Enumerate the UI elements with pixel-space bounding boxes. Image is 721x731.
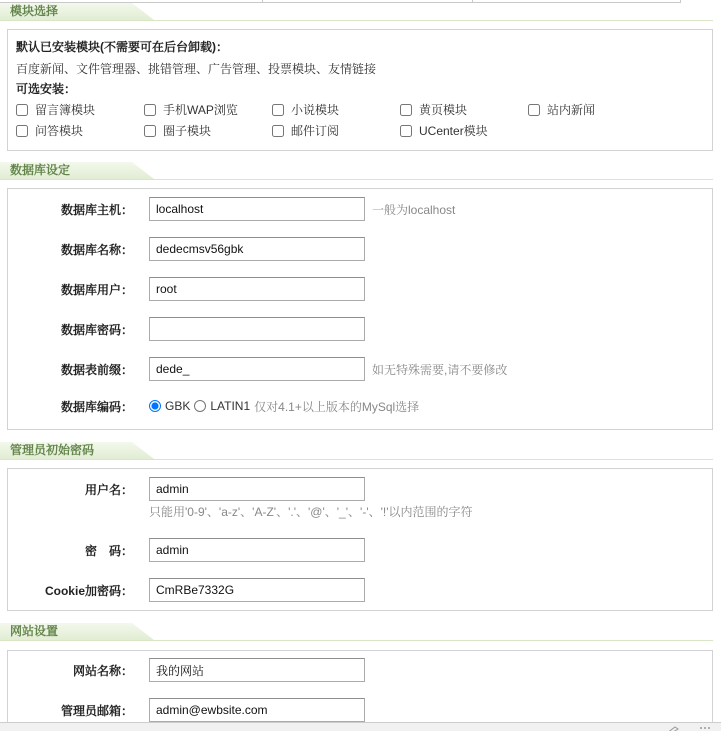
site-name-input[interactable] xyxy=(149,658,365,682)
charset-option-label: LATIN1 xyxy=(210,399,251,413)
module-checkbox-sitenews[interactable] xyxy=(528,104,540,116)
cookie-key-input[interactable] xyxy=(149,578,365,602)
table-cell-divider xyxy=(472,0,473,2)
db-user-row xyxy=(8,277,365,301)
db-host-row xyxy=(8,197,455,221)
section-title: 数据库设定 xyxy=(10,163,71,177)
admin-username-row xyxy=(8,477,365,501)
module-checkbox-ask[interactable] xyxy=(16,125,28,137)
module-label: 问答模块 xyxy=(35,124,84,138)
db-charset-label: 数据库编码： xyxy=(60,399,133,414)
db-name-row xyxy=(8,237,365,261)
module-label: 圈子模块 xyxy=(163,124,212,138)
db-prefix-label: 数据表前缀： xyxy=(60,362,133,377)
admin-username-hint: 只能用'0-9'、'a-z'、'A-Z'、'.'、'@'、'_'、'-'、'!'以内范围的字符 xyxy=(149,505,473,519)
charset-radio-latin1[interactable] xyxy=(194,400,206,412)
section-title: 管理员初始密码 xyxy=(10,443,95,457)
db-name-label: 数据库名称： xyxy=(60,242,133,257)
module-label: 留言簿模块 xyxy=(35,103,96,117)
db-prefix-hint: 如无特殊需要,请不要修改 xyxy=(372,362,508,377)
db-password-row xyxy=(8,317,365,341)
module-option xyxy=(528,102,656,118)
section-title: 网站设置 xyxy=(10,624,59,638)
module-option xyxy=(400,123,528,139)
module-checkbox-yellowpages[interactable] xyxy=(400,104,412,116)
module-checkbox-guestbook[interactable] xyxy=(16,104,28,116)
module-option xyxy=(144,123,272,139)
pen-icon[interactable] xyxy=(666,723,680,731)
default-modules-list: 百度新闻、文件管理器、挑错管理、广告管理、投票模块、友情链接 xyxy=(16,62,377,76)
admin-password-row xyxy=(8,538,365,562)
module-option xyxy=(272,102,400,118)
optional-modules-row xyxy=(16,123,528,139)
optional-modules-heading: 可选安装： xyxy=(16,82,77,96)
db-host-label: 数据库主机： xyxy=(60,202,133,217)
default-modules-heading: 默认已安装模块(不需要可在后台卸载)： xyxy=(16,40,228,54)
admin-username-label: 用户名： xyxy=(84,482,133,497)
module-label: 黄页模块 xyxy=(419,103,468,117)
charset-radio-gbk[interactable] xyxy=(149,400,161,412)
table-cell-divider xyxy=(262,0,263,2)
db-name-input[interactable] xyxy=(149,237,365,261)
module-label: 手机WAP浏览 xyxy=(163,103,238,117)
db-host-hint: 一般为localhost xyxy=(372,202,456,217)
module-checkbox-mail[interactable] xyxy=(272,125,284,137)
site-name-row xyxy=(8,658,365,682)
db-prefix-row xyxy=(8,357,507,381)
module-option xyxy=(144,102,272,118)
db-password-input[interactable] xyxy=(149,317,365,341)
db-charset-note: 仅对4.1+以上版本的MySql选择 xyxy=(254,399,420,414)
module-checkbox-wap[interactable] xyxy=(144,104,156,116)
db-charset-row xyxy=(8,396,419,416)
site-box xyxy=(7,650,713,731)
db-user-input[interactable] xyxy=(149,277,365,301)
database-box xyxy=(7,188,713,430)
module-label: 站内新闻 xyxy=(547,103,596,117)
status-bar xyxy=(0,722,721,731)
db-password-label: 数据库密码： xyxy=(60,322,133,337)
admin-password-label: 密 码： xyxy=(84,543,133,558)
admin-box xyxy=(7,468,713,611)
modules-box xyxy=(7,29,713,151)
module-checkbox-group[interactable] xyxy=(144,125,156,137)
db-host-input[interactable] xyxy=(149,197,365,221)
admin-password-input[interactable] xyxy=(149,538,365,562)
module-label: UCenter模块 xyxy=(419,124,488,138)
module-option xyxy=(16,102,144,118)
admin-email-input[interactable] xyxy=(149,698,365,722)
admin-section-header xyxy=(0,442,713,460)
optional-modules-row xyxy=(16,102,656,118)
cookie-key-row xyxy=(8,578,365,602)
section-title: 模块选择 xyxy=(10,4,59,18)
resize-grip-icon[interactable] xyxy=(698,723,712,731)
module-option xyxy=(16,123,144,139)
site-section-header xyxy=(0,623,713,641)
modules-section-header xyxy=(0,3,713,21)
module-checkbox-ucenter[interactable] xyxy=(400,125,412,137)
cookie-key-label: Cookie加密码： xyxy=(44,583,133,598)
admin-email-row xyxy=(8,698,365,722)
admin-email-label: 管理员邮箱： xyxy=(60,703,133,718)
module-label: 小说模块 xyxy=(291,103,340,117)
charset-option-label: GBK xyxy=(165,399,191,413)
module-label: 邮件订阅 xyxy=(291,124,340,138)
module-option xyxy=(272,123,400,139)
admin-username-input[interactable] xyxy=(149,477,365,501)
module-checkbox-novel[interactable] xyxy=(272,104,284,116)
module-option xyxy=(400,102,528,118)
db-user-label: 数据库用户： xyxy=(60,282,133,297)
database-section-header xyxy=(0,162,713,180)
db-prefix-input[interactable] xyxy=(149,357,365,381)
site-name-label: 网站名称： xyxy=(72,663,133,678)
